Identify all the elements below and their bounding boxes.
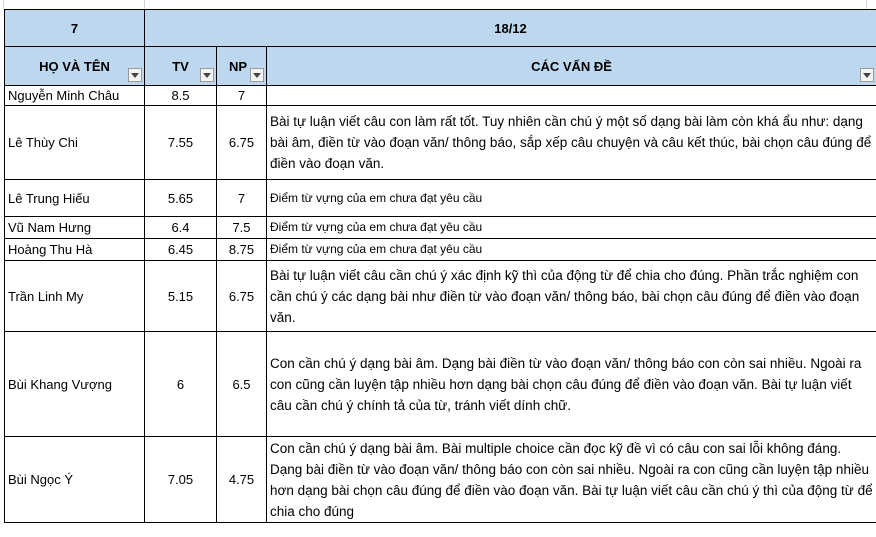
tv-score-cell[interactable]: 6.4 — [145, 217, 217, 239]
table-row — [5, 86, 876, 106]
issues-cell[interactable]: Điểm từ vựng của em chưa đạt yêu cầu — [267, 239, 876, 261]
student-name-cell[interactable]: Lê Thùy Chi — [5, 106, 145, 180]
table-row — [5, 180, 876, 217]
issues-cell[interactable]: Con cần chú ý dạng bài âm. Dạng bài điền từ vào đoạn văn/ thông báo con còn sai nhiều. Ngoài ra con cũng cần luyện tập nhiều hơn dạng bài chọn câu đúng để điền vào đoạn văn. Bài tự luận viết câu cần chú ý chính tả của từ, tránh viết dính chữ. — [267, 332, 876, 437]
issues-cell[interactable]: Bài tự luận viết câu cần chú ý xác định kỹ thì của động từ để chia cho đúng. Phần trắc nghiệm con cần chú ý các dạng bài như điền từ vào đoạn văn/ thông báo, bài chọn câu đúng để điền vào đoạn văn. — [267, 261, 876, 332]
table-row — [5, 437, 876, 523]
student-name-cell[interactable]: Trần Linh My — [5, 261, 145, 332]
column-gridlines — [0, 0, 876, 9]
filter-dropdown-icon[interactable] — [128, 68, 142, 82]
tv-score-cell[interactable]: 5.15 — [145, 261, 217, 332]
header-np-label: NP — [229, 58, 248, 74]
np-score-cell[interactable]: 4.75 — [217, 437, 267, 523]
student-name-cell[interactable]: Bùi Khang Vượng — [5, 332, 145, 437]
header-name-label: HỌ VÀ TÊN — [39, 58, 110, 74]
filter-dropdown-icon[interactable] — [250, 68, 264, 82]
grade-table — [4, 9, 876, 523]
table-row — [5, 239, 876, 261]
tv-score-cell[interactable]: 6 — [145, 332, 217, 437]
tv-score-cell[interactable]: 7.55 — [145, 106, 217, 180]
header-row — [5, 47, 876, 86]
header-issues-cell[interactable] — [267, 47, 876, 86]
np-score-cell[interactable]: 7 — [217, 180, 267, 217]
issues-cell[interactable]: Điểm từ vựng của em chưa đạt yêu cầu — [267, 180, 876, 217]
date-label-cell[interactable]: 18/12 — [145, 10, 876, 47]
header-tv-label: TV — [172, 58, 189, 74]
np-score-cell[interactable]: 6.75 — [217, 106, 267, 180]
np-score-cell[interactable]: 7.5 — [217, 217, 267, 239]
header-issues-label: CÁC VẤN ĐỀ — [531, 58, 612, 74]
np-score-cell[interactable]: 6.5 — [217, 332, 267, 437]
np-score-cell[interactable]: 6.75 — [217, 261, 267, 332]
np-score-cell[interactable]: 8.75 — [217, 239, 267, 261]
title-row — [5, 10, 876, 47]
header-name-cell[interactable] — [5, 47, 145, 86]
issues-cell[interactable]: Bài tự luận viết câu con làm rất tốt. Tuy nhiên cần chú ý một số dạng bài làm còn khá ẩu như: dạng bài âm, điền từ vào đoạn văn/ thông báo, sắp xếp câu chuyện và câu kết thúc, bài chọn câu đúng để điền vào đoạn văn. — [267, 106, 876, 180]
student-name-cell[interactable]: Hoàng Thu Hà — [5, 239, 145, 261]
table-row — [5, 261, 876, 332]
tv-score-cell[interactable]: 8.5 — [145, 86, 217, 106]
issues-cell[interactable]: Con cần chú ý dạng bài âm. Bài multiple choice cần đọc kỹ đề vì có câu con sai lỗi không đáng. Dạng bài điền từ vào đoạn văn/ thông báo con còn sai nhiều. Ngoài ra con cũng cần luyện tập nhiều hơn dạng bài chọn câu đúng để điền vào đoạn văn. Bài tự luận viết câu cần chú ý thì của động từ để chia cho đúng — [267, 437, 876, 523]
tv-score-cell[interactable]: 6.45 — [145, 239, 217, 261]
student-name-cell[interactable]: Vũ Nam Hưng — [5, 217, 145, 239]
class-label-cell[interactable]: 7 — [5, 10, 145, 47]
table-row — [5, 217, 876, 239]
student-name-cell[interactable]: Lê Trung Hiếu — [5, 180, 145, 217]
filter-dropdown-icon[interactable] — [200, 68, 214, 82]
header-tv-cell[interactable] — [145, 47, 217, 86]
tv-score-cell[interactable]: 7.05 — [145, 437, 217, 523]
tv-score-cell[interactable]: 5.65 — [145, 180, 217, 217]
student-name-cell[interactable]: Nguyễn Minh Châu — [5, 86, 145, 106]
student-name-cell[interactable]: Bùi Ngọc Ý — [5, 437, 145, 523]
table-row — [5, 332, 876, 437]
issues-cell[interactable] — [267, 86, 876, 106]
filter-dropdown-icon[interactable] — [860, 68, 874, 82]
table-row — [5, 106, 876, 180]
issues-cell[interactable]: Điểm từ vựng của em chưa đạt yêu cầu — [267, 217, 876, 239]
np-score-cell[interactable]: 7 — [217, 86, 267, 106]
header-np-cell[interactable] — [217, 47, 267, 86]
